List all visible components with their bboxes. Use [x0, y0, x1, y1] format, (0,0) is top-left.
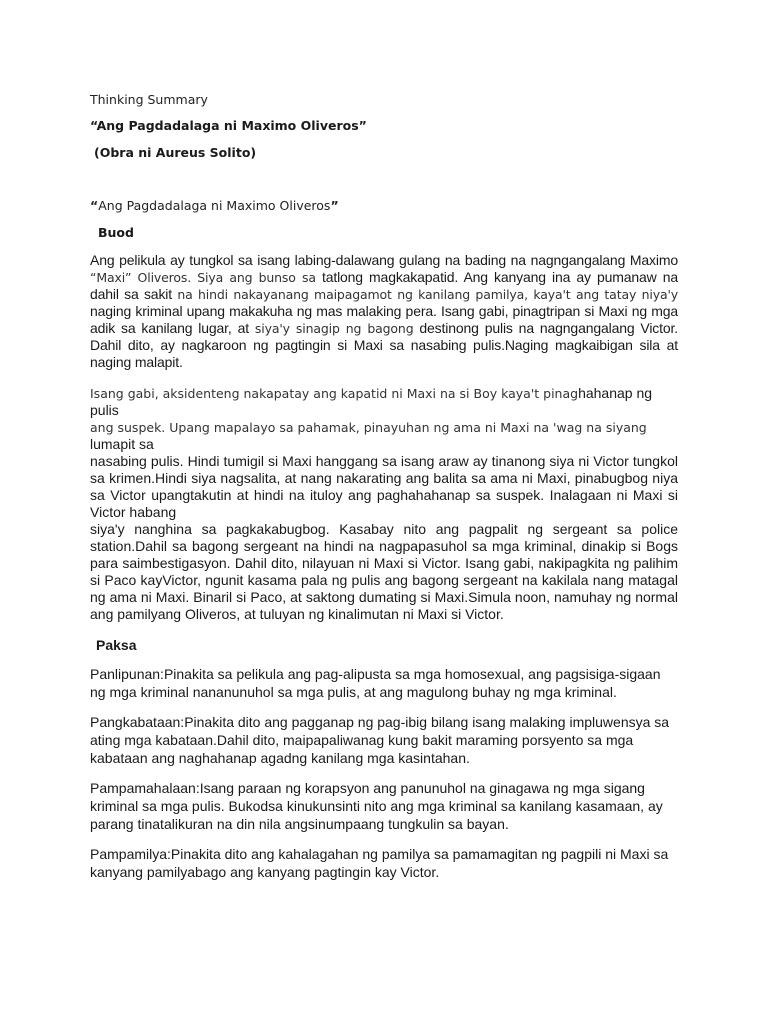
p1-part-f: siya'y sinagip ng bagong	[254, 321, 414, 336]
title-text: Ang Pagdadalaga ni Maximo Oliveros	[98, 198, 331, 213]
p2-line-a	[90, 385, 678, 419]
buod-heading: Buod	[98, 225, 134, 240]
p2-part-e: nasabing pulis. Hindi tumigil si Maxi hanggang sa isang araw ay tinanong siya ni Victor tungkol sa krimen.Hindi siya nagsalita, at nang nakarating ang balita sa ama ni Maxi, pinabugbog niya sa Victor upangtakutin at hindi na ituloy ang paghahahanap sa suspek. Inalagaan ni Maxi si Victor habang	[90, 453, 678, 520]
p1-part-d: na hindi nakayanang maipagamot ng kanilang pamilya, kaya't ang tatay niya'y	[177, 287, 678, 302]
p2-part-d: lumapit sa	[90, 436, 154, 452]
p2-line-e	[90, 453, 678, 521]
p1-part-a: Ang pelikula ay tungkol sa isang labing-dalawang gulang na bading na nagngangalang Maximo	[90, 252, 678, 268]
p2-line-f	[90, 521, 678, 623]
film-title-bold: “Ang Pagdadalaga ni Maximo Oliveros”	[90, 118, 367, 133]
p1-part-e: naging kriminal upang makakuha ng mas malaking pera. Isang gabi, pinagtripan si Maxi ng mga adik sa kanilang lugar, at	[90, 303, 678, 336]
p1-part-b: “Maxi” Oliveros. Siya ang bunso sa	[90, 270, 316, 285]
topic-pampamahalaan: Pampamahalaan:Isang paraan ng korapsyon ang panunuhol na ginagawa ng mga sigang kriminal sa mga pulis. Bukodsa kinukunsinti nito ang mga kriminal sa kanilang kasamaan, ay parang tinatalikuran na din nila angsinumpaang tungkulin sa bayan.	[90, 780, 663, 832]
film-author: (Obra ni Aureus Solito)	[94, 145, 257, 160]
topic-pampamilya: Pampamilya:Pinakita dito ang kahalagahan ng pamilya sa pamamagitan ng pagpili ni Maxi sa kanyang pamilyabago ang kanyang pagtingin kay Victor.	[90, 846, 669, 880]
p2-line-c	[90, 419, 678, 436]
buod-paragraph-2	[90, 385, 678, 623]
p2-part-f: siya'y nanghina sa pagkakabugbog. Kasabay nito ang pagpalit ng sergeant sa police station.Dahil sa bagong sergeant na hindi na nagpapasuhol sa mga kriminal, dinakip si Bogs para saimbestigasyon. Dahil dito, nilayuan ni Maxi si Victor. Isang gabi, nakipagkita ng palihim si Paco kayVictor, ngunit kasama pala ng pulis ang bagong sergeant na kakilala nang matagal ng ama ni Maxi. Binaril si Paco, at saktong dumating si Maxi.Simula noon, namuhay ng normal ang pamilyang Oliveros, at tuluyan ng kinalimutan ni Maxi si Victor.	[90, 521, 678, 622]
p1-part-c: tatlong magkakapatid. Ang kanyang ina ay pumanaw na dahil sa sakit	[90, 269, 678, 302]
buod-paragraph-1	[90, 252, 678, 371]
topic-pangkabataan: Pangkabataan:Pinakita dito ang pagganap ng pag-ibig bilang isang malaking impluwensya sa ating mga kabataan.Dahil dito, maipapaliwanag kung bakit maraming porsyento sa mga kabataan ang naghahanap agadng kanilang mga kasintahan.	[90, 714, 670, 766]
title-close-quote: ”	[330, 198, 339, 213]
p2-part-a: Isang gabi, aksidenteng nakapatay ang kapatid ni Maxi na si Boy kaya't pinag	[90, 386, 579, 401]
title-open-quote: “	[90, 198, 99, 213]
p2-part-c: ang suspek. Upang mapalayo sa pahamak, pinayuhan ng ama ni Maxi na 'wag na siyang	[90, 420, 647, 435]
topic-panlipunan: Panlipunan:Pinakita sa pelikula ang pag-alipusta sa mga homosexual, ang pagsisiga-sigaan ng mga kriminal nananunuhol sa mga pulis, at ang magulong buhay ng mga kriminal.	[90, 666, 661, 700]
document-label: Thinking Summary	[90, 92, 208, 107]
paksa-heading: Paksa	[96, 637, 137, 653]
film-title-light	[90, 198, 678, 213]
p2-part-b: hahanap ng pulis	[90, 385, 653, 418]
p2-line-d	[90, 436, 678, 453]
p1-part-g: destinong pulis na nagngangalang Victor. Dahil dito, ay nagkaroon ng pagtingin si Maxi sa nasabing pulis.Naging magkaibigan sila at naging malapit.	[90, 320, 679, 370]
